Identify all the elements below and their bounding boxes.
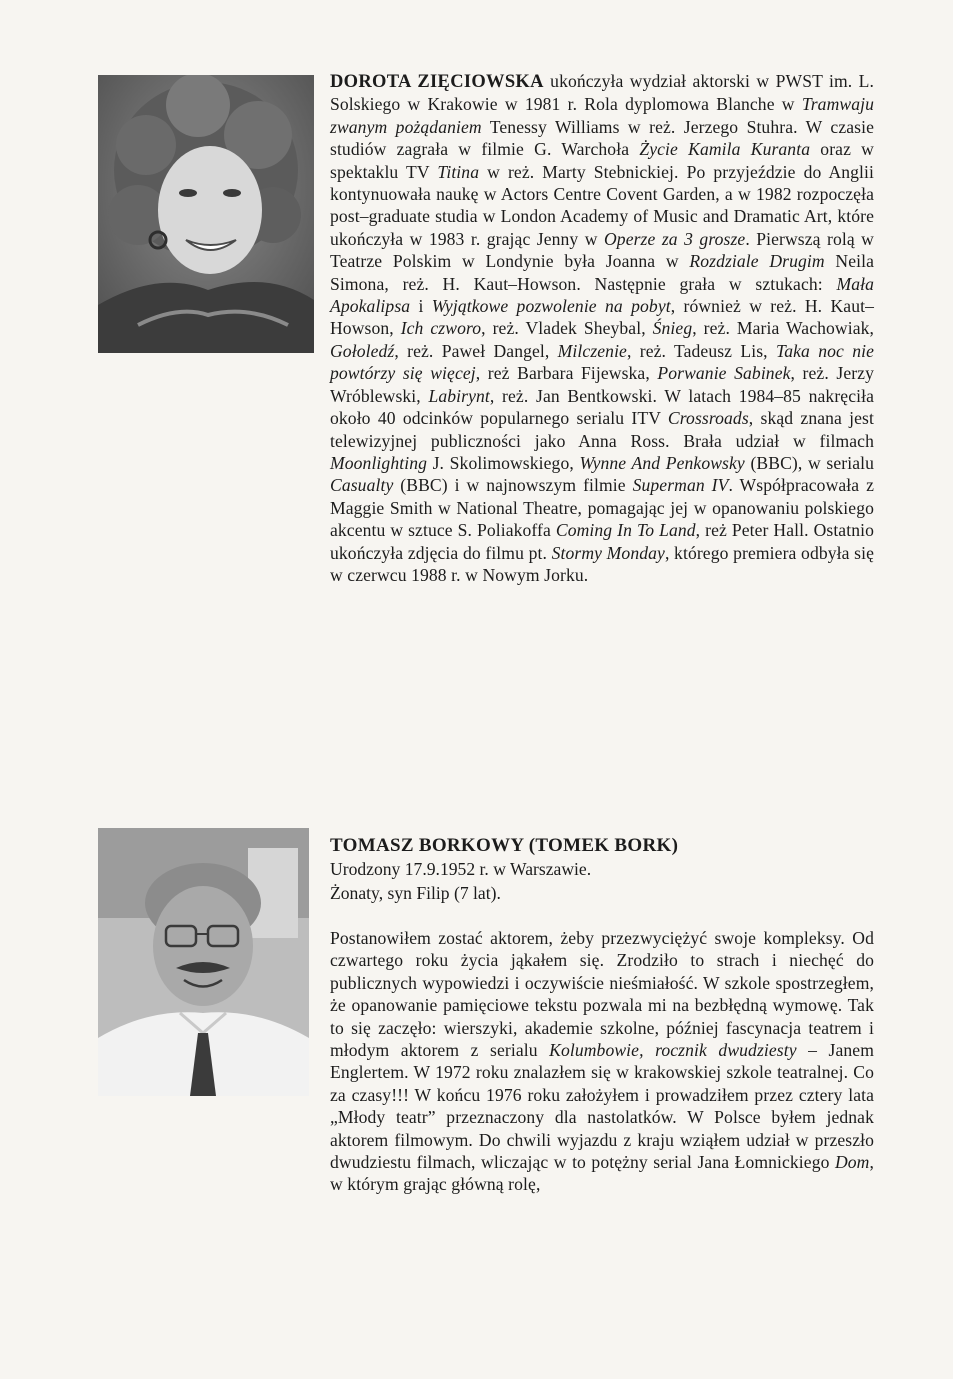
text-run: , reż. Vladek Sheybal, (481, 318, 653, 339)
work-title: Operze za 3 grosze (604, 228, 746, 249)
text-run: Neila Simona, reż. H. Kaut–Howson. Następnie grała w sztukach: (330, 251, 875, 294)
work-title: Superman IV (632, 475, 729, 496)
work-title: Coming In To Land (555, 520, 696, 541)
portrait-woman-image (98, 75, 314, 353)
text-run: (BBC), w serialu (744, 452, 874, 473)
work-title: Stormy Monday (551, 542, 665, 563)
portrait-photo-tomasz (98, 828, 309, 1096)
work-title: Dom (834, 1152, 870, 1173)
text-run: , reż. Tadeusz Lis, (626, 340, 776, 361)
work-title: Życie Kamila Kuranta (639, 139, 811, 160)
text-run: , reż Peter Hall. Ostatnio ukończyła zdjęcia do filmu pt. (330, 520, 874, 563)
biography-tomasz (330, 927, 874, 1196)
work-title: Porwanie Sabinek (657, 363, 791, 384)
text-run: , reż. Jerzy Wróblewski, (330, 363, 874, 406)
text-run: . Współpracowała z Maggie Smith w National Theatre, pomagając jej w opanowaniu polskiego akcentu w sztuce S. Poliakoffa (330, 475, 874, 541)
text-run: , reż. Maria Wachowiak, (692, 318, 874, 339)
text-run: Postanowiłem zostać aktorem, żeby przezwyciężyć swoje kompleksy. Od czwartego roku życia jąkałem się. Zrodziło to strach i niechęć do publicznych wypowiedzi i oczywiście nieśmiałość. W szkole spostrzegłem, że opanowanie pamięciowe tekstu pozwala mi na bezbłędną wymowę. Tak to się zaczęło: wierszyki, akademie szkolne, później fascynacja teatrem i młodym aktorem z serialu (330, 928, 874, 1061)
work-title: Ich czworo (400, 318, 482, 339)
biography-text-dorota (330, 71, 874, 585)
text-run: w reż. Marty Stebnickiej. Po przyjeździe do Anglii kontynuowała naukę w Actors Centre Covent Garden, a w 1982 rozpoczęła post–graduate studia w London Academy of Music and Dramatic Art, które ukończyła w 1983 r. grając Jenny w (330, 161, 875, 249)
text-run: oraz w spektaklu TV (330, 139, 874, 182)
work-title: Kolumbowie, rocznik dwudziesty (549, 1040, 797, 1061)
text-run: – Janem Englertem. W 1972 roku znalazłem się w krakowskiej szkole teatralnej. Co za czasy!!! W końcu 1976 roku założyłem i prowadziłem przez cztery lata „Młody teatr” przeznaczony dla nastolatków. W Polsce byłem jednak aktorem filmowym. Do chwili wyjazdu z kraju wziąłem udział w przeszło dwudziestu filmach, wliczając w to potężny serial Jana Łomnickiego (330, 1040, 874, 1173)
work-title: Milczenie (557, 340, 627, 361)
family-info: Żonaty, syn Filip (7 lat). (330, 882, 501, 903)
actor-name-tomasz: TOMASZ BORKOWY (TOMEK BORK) (330, 835, 679, 856)
text-run: i (410, 296, 432, 317)
text-run: ukończyła wydział aktorski w PWST im. L. Solskiego w Krakowie w 1981 r. Rola dyplomowa Blanche w (330, 71, 874, 115)
text-run: , również w reż. H. Kaut–Howson, (330, 296, 874, 339)
portrait-man-image (98, 828, 309, 1096)
text-run: (BBC) i w najnowszym filmie (393, 475, 633, 496)
work-title: Crossroads (667, 408, 749, 429)
text-run: , którego premiera odbyła się w czerwcu 1988 r. w Nowym Jorku. (330, 542, 874, 585)
text-run: , reż. Jan Bentkowski. W latach 1984–85 nakręciła około 40 odcinków popularnego serialu ITV (330, 385, 874, 429)
actor-name-dorota: DOROTA ZIĘCIOWSKA (330, 72, 544, 92)
work-title: Gołoledź (330, 340, 395, 361)
work-title: Labirynt (428, 385, 490, 406)
text-run: , reż. Paweł Dangel, (394, 340, 558, 361)
work-title: Mała Apokalipsa (330, 273, 874, 317)
work-title: Wyjątkowe pozwolenie na pobyt (431, 296, 671, 317)
portrait-photo-dorota (98, 75, 314, 353)
biography-dorota (330, 70, 874, 586)
text-run: J. Skolimowskiego, (427, 452, 580, 473)
work-title: Casualty (330, 475, 394, 496)
work-title: Titina (437, 161, 480, 182)
work-title: Wynne And Penkowsky (579, 452, 745, 473)
text-run: . Pierwszą rolą w Teatrze Polskim w Londynie była Joanna w (330, 228, 874, 272)
work-title: Taka noc nie powtórzy się więcej (330, 340, 874, 384)
biography-text-tomasz (330, 928, 874, 1194)
work-title: Tramwaju zwanym pożądaniem (330, 94, 874, 137)
work-title: Moonlighting (330, 452, 427, 473)
text-run: , reż Barbara Fijewska, (475, 363, 658, 384)
birth-info: Urodzony 17.9.1952 r. w Warszawie. (330, 859, 592, 879)
text-run: Tenessy Williams w reż. Jerzego Stuhra. W czasie studiów zagrała w filmie G. Warchoła (330, 116, 874, 160)
text-run: , w którym grając główną rolę, (330, 1152, 874, 1195)
biography-header-tomasz (330, 834, 874, 905)
work-title: Śnieg (652, 318, 693, 339)
work-title: Rozdziale Drugim (689, 251, 825, 272)
text-run: , skąd znana jest telewizyjnej publiczności jako Anna Ross. Brała udział w filmach (330, 408, 874, 451)
